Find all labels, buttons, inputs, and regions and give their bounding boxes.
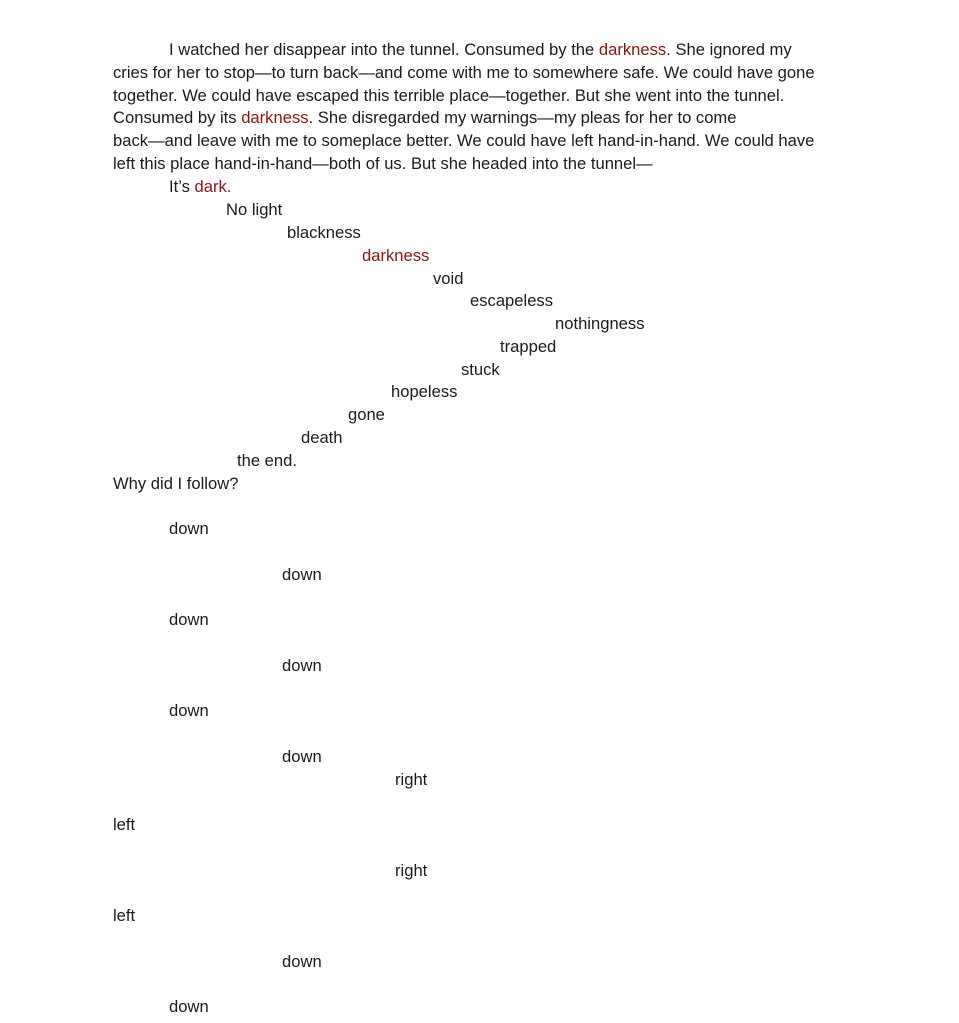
path-word-right: right [395, 861, 428, 880]
cascade-word-escapeless: escapeless [470, 291, 554, 310]
cascade-word-death: death [301, 428, 343, 447]
paragraph-line-1 [113, 39, 853, 62]
cascade-word-trapped: trapped [500, 337, 557, 356]
text-span: I watched her disappear into the tunnel. Consumed by the [169, 40, 599, 59]
path-word-down: down [169, 997, 209, 1016]
opening-paragraph [113, 39, 853, 199]
paragraph-line-7 [113, 176, 853, 199]
paragraph-line-4 [113, 107, 853, 130]
cascade-word-the-end: the end. [237, 451, 297, 470]
path-word-left: left [113, 906, 136, 925]
cascade-word-blackness: blackness [287, 223, 361, 242]
cascade-word-gone: gone [348, 405, 385, 424]
paragraph-line-2: cries for her to stop—to turn back—and come with me to somewhere safe. We could have gone [113, 62, 815, 82]
paragraph-line-6: left this place hand-in-hand—both of us. But she headed into the tunnel— [113, 153, 653, 173]
path-word-down: down [282, 656, 322, 675]
path-word-down: down [282, 747, 322, 766]
highlight-darkness: darkness [241, 108, 309, 128]
cascade-word-no-light: No light [226, 200, 283, 219]
text-span: Consumed by its [113, 108, 242, 128]
text-span: . She ignored my [666, 40, 792, 59]
question-line: Why did I follow? [113, 474, 239, 493]
path-word-down: down [169, 610, 209, 629]
path-word-left: left [113, 815, 136, 834]
paragraph-line-3: together. We could have escaped this terrible place—together. But she went into the tunnel. [113, 85, 785, 105]
text-span: It’s [169, 176, 195, 196]
path-word-right: right [395, 770, 428, 789]
highlight-dark: dark. [194, 176, 232, 196]
path-word-down: down [282, 952, 322, 971]
cascade-word-darkness: darkness [362, 246, 430, 265]
highlight-darkness: darkness [598, 40, 667, 59]
cascade-word-nothingness: nothingness [555, 314, 645, 333]
path-word-down: down [169, 701, 209, 720]
cascade-word-void: void [433, 269, 464, 288]
cascade-word-stuck: stuck [461, 360, 500, 379]
path-word-down: down [169, 519, 209, 538]
cascade-word-hopeless: hopeless [391, 382, 458, 401]
paragraph-line-5: back—and leave with me to someplace better. We could have left hand-in-hand. We could have [113, 131, 815, 151]
path-word-down: down [282, 565, 322, 584]
text-span: . She disregarded my warnings—my pleas for her to come [308, 108, 737, 128]
